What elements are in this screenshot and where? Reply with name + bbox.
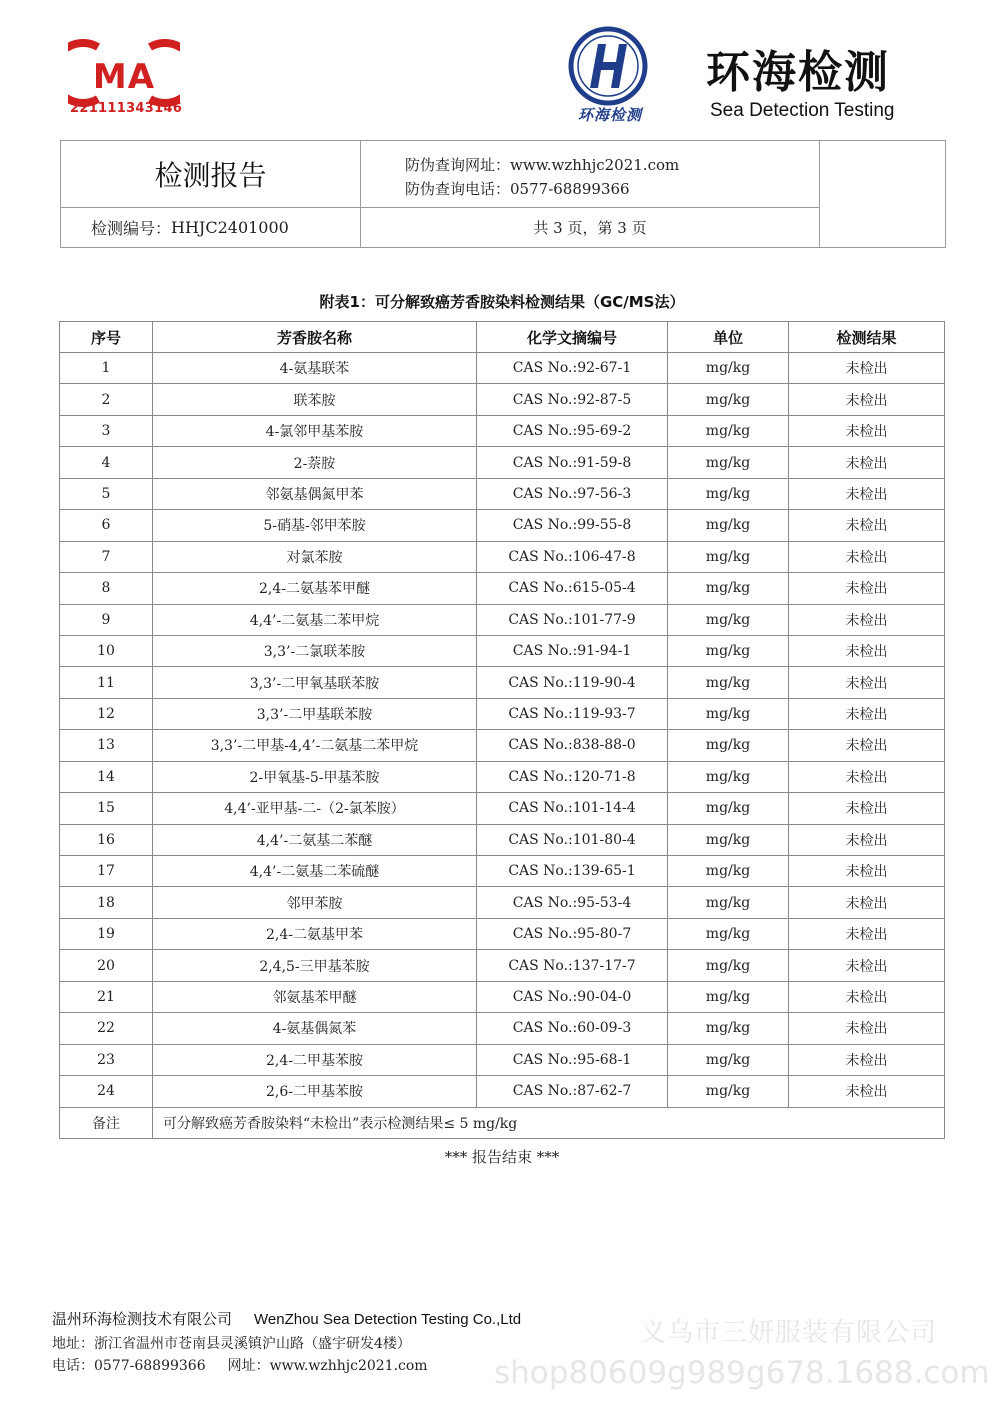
result: 未检出 — [789, 1013, 945, 1044]
unit: mg/kg — [668, 730, 789, 761]
row-index: 23 — [60, 1044, 153, 1075]
table-row — [60, 793, 945, 824]
row-index: 18 — [60, 887, 153, 918]
table-row — [60, 950, 945, 981]
result: 未检出 — [789, 635, 945, 666]
unit: mg/kg — [668, 541, 789, 572]
company-name-cn: 温州环海检测技术有限公司 — [52, 1310, 233, 1328]
row-index: 11 — [60, 667, 153, 698]
cas-number: CAS No.:106-47-8 — [477, 541, 668, 572]
amine-name: 3,3’-二甲基联苯胺 — [153, 698, 477, 729]
row-index: 17 — [60, 856, 153, 887]
row-index: 6 — [60, 510, 153, 541]
table-row — [60, 635, 945, 666]
amine-name: 联苯胺 — [153, 384, 477, 415]
anti-fake-phone-line — [405, 177, 819, 201]
row-index: 10 — [60, 635, 153, 666]
footer-company — [52, 1308, 652, 1329]
amine-name: 2,4,5-三甲基苯胺 — [153, 950, 477, 981]
unit: mg/kg — [668, 981, 789, 1012]
unit: mg/kg — [668, 918, 789, 949]
svg-text:MA: MA — [92, 57, 156, 97]
cas-number: CAS No.:101-80-4 — [477, 824, 668, 855]
amine-name: 4,4’-亚甲基-二-（2-氯苯胺） — [153, 793, 477, 824]
remark-text: 可分解致癌芳香胺染料“未检出”表示检测结果≤ 5 mg/kg — [153, 1107, 945, 1138]
result: 未检出 — [789, 1044, 945, 1075]
anti-fake-url-line — [405, 153, 819, 177]
table-row — [60, 510, 945, 541]
unit: mg/kg — [668, 573, 789, 604]
blank-cell — [819, 141, 946, 247]
cas-number: CAS No.:101-14-4 — [477, 793, 668, 824]
header-index: 序号 — [60, 322, 153, 353]
result: 未检出 — [789, 730, 945, 761]
remark-label: 备注 — [60, 1107, 153, 1138]
result: 未检出 — [789, 761, 945, 792]
result: 未检出 — [789, 353, 945, 384]
report-number — [61, 208, 361, 247]
cas-number: CAS No.:99-55-8 — [477, 510, 668, 541]
watermark-shop-url: shop80609g989g678.1688.com — [494, 1355, 990, 1391]
unit: mg/kg — [668, 667, 789, 698]
table-row — [60, 541, 945, 572]
result: 未检出 — [789, 415, 945, 446]
table-row — [60, 761, 945, 792]
unit: mg/kg — [668, 510, 789, 541]
row-index: 21 — [60, 981, 153, 1012]
table-row — [60, 918, 945, 949]
row-index: 19 — [60, 918, 153, 949]
row-index: 13 — [60, 730, 153, 761]
row-index: 4 — [60, 447, 153, 478]
table-row — [60, 415, 945, 446]
result: 未检出 — [789, 667, 945, 698]
amine-name: 邻甲苯胺 — [153, 887, 477, 918]
unit: mg/kg — [668, 478, 789, 509]
cas-number: CAS No.:97-56-3 — [477, 478, 668, 509]
anti-fake-info — [361, 141, 819, 208]
row-index: 16 — [60, 824, 153, 855]
cas-number: CAS No.:91-94-1 — [477, 635, 668, 666]
table-row — [60, 856, 945, 887]
cas-number: CAS No.:119-90-4 — [477, 667, 668, 698]
cas-number: CAS No.:92-67-1 — [477, 353, 668, 384]
amine-name: 4,4’-二氨基二苯硫醚 — [153, 856, 477, 887]
amine-name: 4-氨基偶氮苯 — [153, 1013, 477, 1044]
row-index: 2 — [60, 384, 153, 415]
result: 未检出 — [789, 824, 945, 855]
table-row — [60, 353, 945, 384]
table-row — [60, 1044, 945, 1075]
result: 未检出 — [789, 541, 945, 572]
amine-name: 5-硝基-邻甲苯胺 — [153, 510, 477, 541]
unit: mg/kg — [668, 793, 789, 824]
amine-name: 4,4’-二氨基二苯醚 — [153, 824, 477, 855]
table-row — [60, 667, 945, 698]
anti-fake-phone: 0577-68899366 — [510, 180, 630, 198]
cas-number: CAS No.:139-65-1 — [477, 856, 668, 887]
amine-name: 对氯苯胺 — [153, 541, 477, 572]
report-end-mark: *** 报告结束 *** — [444, 1148, 560, 1166]
unit: mg/kg — [668, 1044, 789, 1075]
cas-number: CAS No.:137-17-7 — [477, 950, 668, 981]
result: 未检出 — [789, 1076, 945, 1107]
cas-number: CAS No.:95-69-2 — [477, 415, 668, 446]
header-unit: 单位 — [668, 322, 789, 353]
row-index: 8 — [60, 573, 153, 604]
results-table — [59, 321, 945, 1139]
cas-number: CAS No.:60-09-3 — [477, 1013, 668, 1044]
watermark-company: 义乌市三妍服装有限公司 — [640, 1318, 938, 1348]
table-row — [60, 824, 945, 855]
amine-name: 4-氯邻甲基苯胺 — [153, 415, 477, 446]
unit: mg/kg — [668, 415, 789, 446]
logo-caption: 环海检测 — [577, 106, 642, 124]
result: 未检出 — [789, 981, 945, 1012]
result: 未检出 — [789, 384, 945, 415]
result: 未检出 — [789, 698, 945, 729]
result: 未检出 — [789, 950, 945, 981]
row-index: 7 — [60, 541, 153, 572]
cas-number: CAS No.:87-62-7 — [477, 1076, 668, 1107]
row-index: 5 — [60, 478, 153, 509]
unit: mg/kg — [668, 384, 789, 415]
result: 未检出 — [789, 510, 945, 541]
unit: mg/kg — [668, 635, 789, 666]
row-index: 9 — [60, 604, 153, 635]
unit: mg/kg — [668, 698, 789, 729]
row-index: 14 — [60, 761, 153, 792]
cas-number: CAS No.:838-88-0 — [477, 730, 668, 761]
amine-name: 4-氨基联苯 — [153, 353, 477, 384]
amine-name: 2,6-二甲基苯胺 — [153, 1076, 477, 1107]
amine-name: 4,4’-二氨基二苯甲烷 — [153, 604, 477, 635]
row-index: 24 — [60, 1076, 153, 1107]
result: 未检出 — [789, 856, 945, 887]
amine-name: 2-萘胺 — [153, 447, 477, 478]
unit: mg/kg — [668, 887, 789, 918]
amine-name: 邻氨基苯甲醚 — [153, 981, 477, 1012]
table-row — [60, 447, 945, 478]
row-index: 20 — [60, 950, 153, 981]
unit: mg/kg — [668, 604, 789, 635]
row-index: 15 — [60, 793, 153, 824]
unit: mg/kg — [668, 1076, 789, 1107]
amine-name: 2,4-二氨基甲苯 — [153, 918, 477, 949]
report-number-value: HHJC2401000 — [171, 218, 289, 237]
amine-name: 2-甲氧基-5-甲基苯胺 — [153, 761, 477, 792]
table-row — [60, 698, 945, 729]
footer-website: 网址：www.wzhhjc2021.com — [227, 1358, 428, 1374]
cas-number: CAS No.:91-59-8 — [477, 447, 668, 478]
table-row — [60, 384, 945, 415]
report-title: 检测报告 — [61, 141, 361, 208]
remark-row — [60, 1107, 945, 1138]
company-name-en: WenZhou Sea Detection Testing Co.,Ltd — [254, 1311, 522, 1328]
row-index: 3 — [60, 415, 153, 446]
unit: mg/kg — [668, 761, 789, 792]
cas-number: CAS No.:101-77-9 — [477, 604, 668, 635]
header-result: 检测结果 — [789, 322, 945, 353]
company-logo — [568, 26, 648, 106]
footer-address: 地址：浙江省温州市苍南县灵溪镇沪山路（盛宇研发4楼） — [52, 1336, 411, 1352]
table-row — [60, 1076, 945, 1107]
result: 未检出 — [789, 447, 945, 478]
table-row — [60, 604, 945, 635]
row-index: 12 — [60, 698, 153, 729]
report-number-label: 检测编号： — [91, 219, 172, 238]
header-cas-number: 化学文摘编号 — [477, 322, 668, 353]
cas-number: CAS No.:95-80-7 — [477, 918, 668, 949]
amine-name: 3,3’-二甲基-4,4’-二氨基二苯甲烷 — [153, 730, 477, 761]
table-row — [60, 1013, 945, 1044]
result: 未检出 — [789, 478, 945, 509]
table-header-row — [60, 322, 945, 353]
table-row — [60, 573, 945, 604]
unit: mg/kg — [668, 950, 789, 981]
result: 未检出 — [789, 573, 945, 604]
amine-name: 2,4-二氨基苯甲醚 — [153, 573, 477, 604]
unit: mg/kg — [668, 856, 789, 887]
row-index: 22 — [60, 1013, 153, 1044]
cas-number: CAS No.:120-71-8 — [477, 761, 668, 792]
anti-fake-phone-label: 防伪查询电话： — [405, 180, 511, 198]
brand-name-en: Sea Detection Testing — [710, 100, 895, 121]
table-row — [60, 478, 945, 509]
cas-number: CAS No.:95-68-1 — [477, 1044, 668, 1075]
result: 未检出 — [789, 604, 945, 635]
amine-name: 2,4-二甲基苯胺 — [153, 1044, 477, 1075]
unit: mg/kg — [668, 353, 789, 384]
result: 未检出 — [789, 793, 945, 824]
amine-name: 3,3’-二氯联苯胺 — [153, 635, 477, 666]
cma-number: 221111343146 — [70, 101, 183, 116]
unit: mg/kg — [668, 824, 789, 855]
cas-number: CAS No.:92-87-5 — [477, 384, 668, 415]
header-amine-name: 芳香胺名称 — [153, 322, 477, 353]
table-row — [60, 887, 945, 918]
unit: mg/kg — [668, 447, 789, 478]
brand-name-cn: 环海检测 — [706, 47, 890, 98]
cas-number: CAS No.:119-93-7 — [477, 698, 668, 729]
row-index: 1 — [60, 353, 153, 384]
anti-fake-url: www.wzhhjc2021.com — [510, 156, 680, 174]
result: 未检出 — [789, 918, 945, 949]
page-count: 共 3 页，第 3 页 — [533, 219, 647, 237]
footer-phone: 电话：0577-68899366 — [52, 1358, 206, 1374]
anti-fake-url-label: 防伪查询网址： — [405, 156, 511, 174]
report-header-box — [60, 140, 946, 248]
result: 未检出 — [789, 887, 945, 918]
table-title: 附表1：可分解致癌芳香胺染料检测结果（GC/MS法） — [319, 293, 685, 311]
table-row — [60, 981, 945, 1012]
amine-name: 3,3’-二甲氧基联苯胺 — [153, 667, 477, 698]
unit: mg/kg — [668, 1013, 789, 1044]
cas-number: CAS No.:615-05-4 — [477, 573, 668, 604]
cas-number: CAS No.:90-04-0 — [477, 981, 668, 1012]
amine-name: 邻氨基偶氮甲苯 — [153, 478, 477, 509]
cas-number: CAS No.:95-53-4 — [477, 887, 668, 918]
table-row — [60, 730, 945, 761]
